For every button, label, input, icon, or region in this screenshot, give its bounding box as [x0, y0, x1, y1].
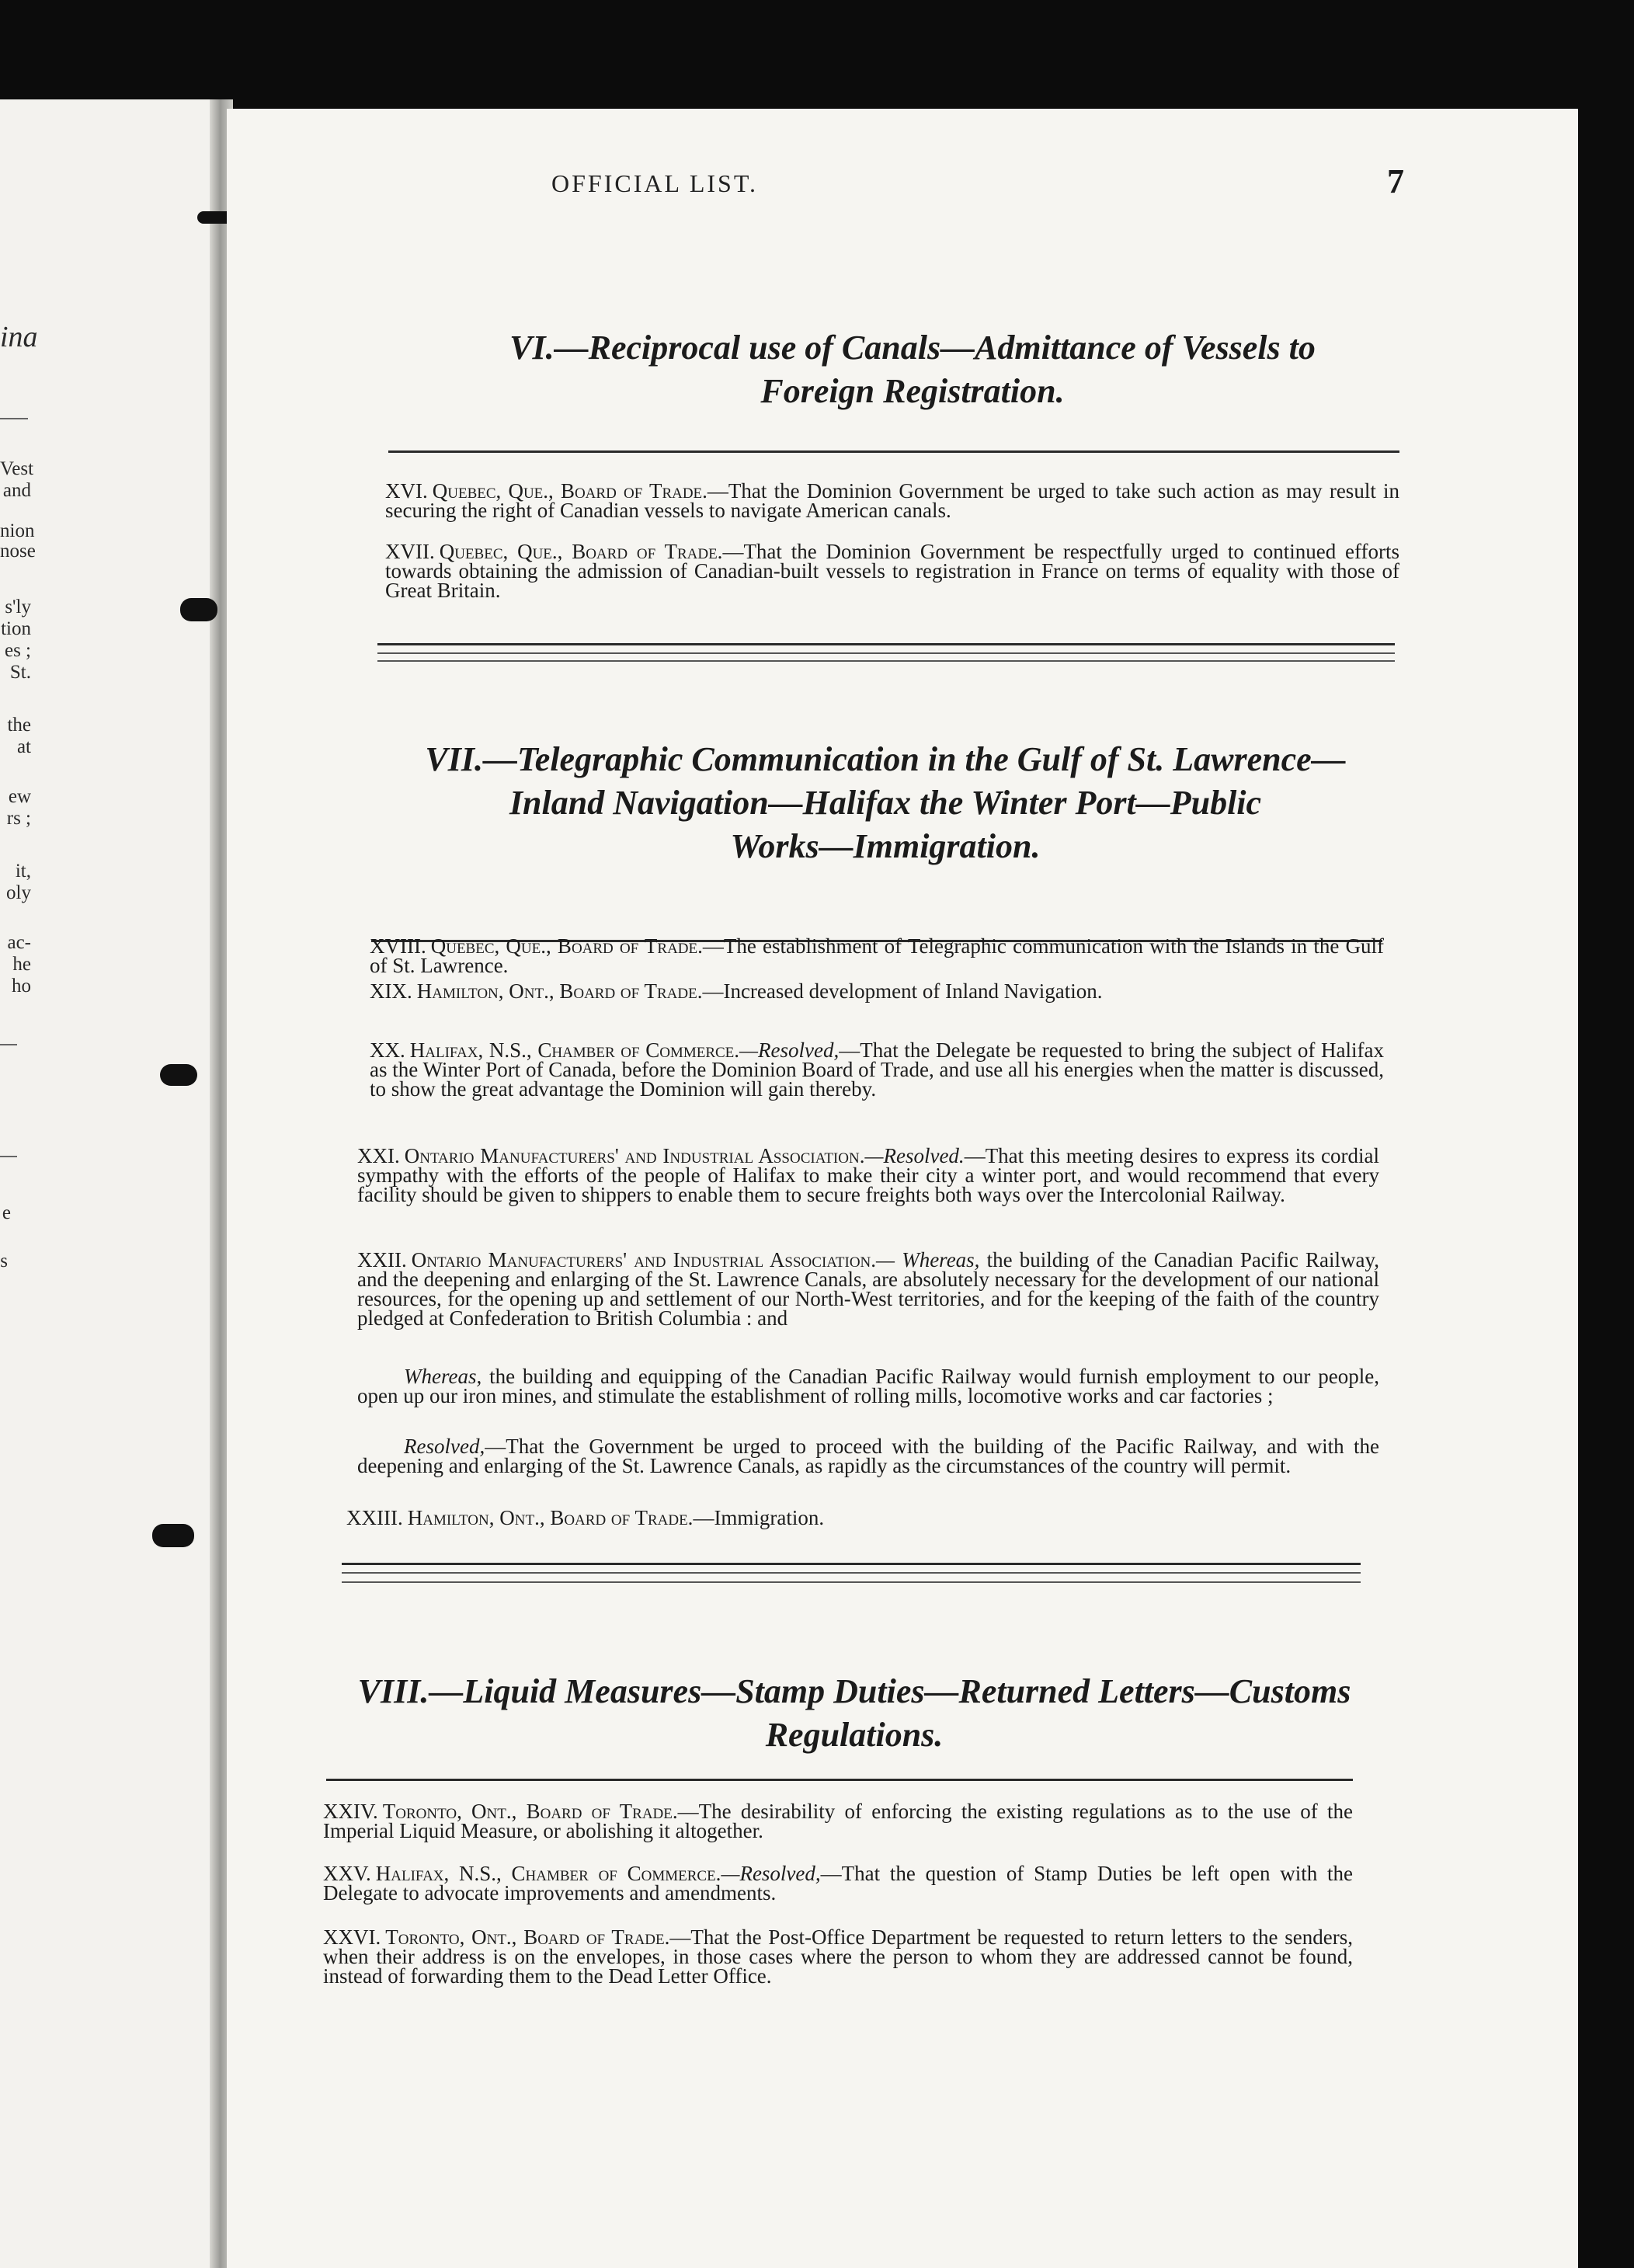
left-fragment: Vest — [0, 458, 34, 479]
entry-xx — [370, 1038, 1384, 1101]
entry-number: XXV. — [323, 1862, 371, 1885]
entry-number: XIX. — [370, 979, 412, 1003]
entry-text: —Increased development of Inland Navigation. — [702, 979, 1103, 1003]
left-fragment: ew — [8, 786, 31, 807]
section-heading-vi — [435, 326, 1390, 413]
entry-text: —Immigration. — [693, 1506, 825, 1529]
left-fragment: nion — [0, 520, 35, 541]
left-fragment: s'ly — [5, 597, 31, 617]
heading-line: Works—Immigration. — [730, 827, 1041, 865]
left-fragment: s — [0, 1251, 8, 1271]
left-fragment: it, — [15, 861, 31, 882]
left-fragment: oly — [6, 882, 31, 903]
entry-xix — [370, 979, 1384, 1003]
entry-xviii — [370, 934, 1385, 977]
left-rule — [0, 1156, 17, 1157]
entry-text: —That the Delegate be requested to bring the subject of Halifax as the Winter Port of Canada, before the Dominion Board of Trade, and use all his energies when the matter is discussed, to show the great advantage the Dominion will gain thereby. — [370, 1038, 1384, 1101]
entry-organization: Quebec, Que., Board of Trade. — [430, 934, 703, 958]
entry-number: XX. — [370, 1038, 405, 1062]
entry-xxii — [357, 1248, 1379, 1330]
entry-organization: Ontario Manufacturers' and Industrial Association. — [411, 1248, 877, 1271]
left-rule — [0, 418, 28, 419]
left-fragment: ac- — [7, 932, 31, 953]
entry-xxv — [323, 1864, 1353, 1903]
section-divider — [377, 643, 1395, 645]
section-heading-viii — [326, 1670, 1382, 1757]
section-divider — [377, 660, 1395, 662]
binding-clip — [180, 598, 217, 621]
entry-text: —That the Government be urged to proceed with the building of the Pacific Railway, and with the deepening and enlarging of the St. Lawrence Canals, as rapidly as the circumstances of the country will permit. — [357, 1435, 1379, 1477]
entry-text: the building and equipping of the Canadian Pacific Railway would furnish employment to our people, open up our iron mines, and stimulate the establishment of rolling mills, locomotive works and car factories ; — [357, 1365, 1379, 1407]
entry-text: —That the Post-Office Department be requested to return letters to the senders, when their address is on the envelopes, in those cases where the person to whom they are addressed cannot be found, instead of forwarding them to the Dead Letter Office. — [323, 1925, 1353, 1988]
entry-xxii-resolved — [357, 1437, 1379, 1476]
entry-number: XXI. — [357, 1144, 400, 1167]
entry-xvi — [385, 479, 1399, 522]
entry-xxiii — [346, 1508, 1368, 1528]
entry-resolved: — Whereas, — [876, 1248, 980, 1271]
heading-line: VII.—Telegraphic Communication in the Gulf of St. Lawrence— — [425, 740, 1346, 778]
entry-resolved: —Resolved. — [864, 1144, 965, 1167]
entry-xxii-whereas — [357, 1367, 1379, 1406]
left-fragment: e — [2, 1202, 11, 1223]
entry-organization: Toronto, Ont., Board of Trade. — [385, 1925, 670, 1949]
section-divider — [342, 1572, 1361, 1574]
heading-line: Inland Navigation—Halifax the Winter Port—Public — [509, 784, 1262, 822]
entry-number: XXIII. — [346, 1506, 403, 1529]
entry-text: —The desirability of enforcing the existing regulations as to the use of the Imperial Liquid Measure, or abolishing it altogether. — [323, 1800, 1353, 1842]
heading-line: Foreign Registration. — [760, 372, 1065, 410]
entry-resolved: Whereas, — [404, 1365, 482, 1388]
entry-text: —That this meeting desires to express its cordial sympathy with the efforts of the people of Halifax to make their city a winter port, and would recommend that every facility should be given to shippers to enable them to secure freights both ways over the Intercolonial Railway. — [357, 1144, 1379, 1206]
section-divider — [342, 1581, 1361, 1583]
left-rule — [0, 1044, 17, 1045]
section-heading-vii — [381, 738, 1390, 868]
entry-resolved: Resolved, — [404, 1435, 485, 1458]
left-page-fragment — [0, 99, 225, 2268]
entry-text: the building of the Canadian Pacific Railway, and the deepening and enlarging of the St. Lawrence Canals, are absolutely necessary for the development of our national resources, for the opening up and settlement of our North-West territories, and for the keeping of the faith of the country pledged at Confederation to British Columbia : and — [357, 1248, 1379, 1330]
section-divider — [342, 1563, 1361, 1565]
entry-xxiv — [323, 1802, 1353, 1841]
section-rule — [326, 1779, 1353, 1781]
left-fragment: he — [12, 954, 31, 975]
left-fragment: St. — [9, 662, 31, 683]
left-fragment: nose — [0, 541, 36, 562]
entry-resolved: —Resolved, — [721, 1862, 821, 1885]
entry-number: XXII. — [357, 1248, 407, 1271]
entry-organization: Toronto, Ont., Board of Trade. — [382, 1800, 678, 1823]
entry-xvii — [385, 542, 1399, 600]
left-fragment: at — [16, 736, 31, 757]
entry-text: —The establishment of Telegraphic communication with the Islands in the Gulf of St. Lawrence. — [370, 934, 1385, 977]
entry-text: —That the question of Stamp Duties be left open with the Delegate to advocate improvements and amendments. — [323, 1862, 1353, 1904]
entry-number: XVI. — [385, 479, 428, 503]
left-fragment: es ; — [4, 640, 31, 661]
entry-organization: Hamilton, Ont., Board of Trade. — [407, 1506, 694, 1529]
left-fragment: tion — [1, 618, 31, 639]
section-divider — [377, 652, 1395, 654]
entry-number: XVII. — [385, 540, 435, 563]
binding-clip — [152, 1524, 194, 1547]
entry-organization: Quebec, Que., Board of Trade. — [439, 540, 723, 563]
entry-organization: Quebec, Que., Board of Trade. — [432, 479, 707, 503]
left-heading-fragment: ina — [0, 321, 38, 353]
left-fragment: and — [2, 480, 31, 501]
entry-number: XXIV. — [323, 1800, 378, 1823]
left-fragment: the — [7, 715, 31, 736]
left-fragment: rs ; — [6, 808, 31, 829]
entry-xxi — [357, 1146, 1379, 1205]
entry-organization: Halifax, N.S., Chamber of Commerce. — [409, 1038, 740, 1062]
section-rule — [388, 450, 1399, 453]
heading-line: VI.—Reciprocal use of Canals—Admittance of Vessels to — [509, 329, 1316, 367]
entry-number: XXVI. — [323, 1925, 381, 1949]
entry-text: —That the Dominion Government be respectfully urged to continued efforts towards obtaining the admission of Canadian-built vessels to registration in France on terms of equality with those of Great Britain. — [385, 540, 1400, 602]
heading-line: VIII.—Liquid Measures—Stamp Duties—Returned Letters—Customs — [357, 1672, 1351, 1710]
entry-text: —That the Dominion Government be urged to take such action as may result in securing the right of Canadian vessels to navigate American canals. — [385, 479, 1399, 522]
page-number: 7 — [1387, 162, 1404, 200]
binding-clip — [160, 1064, 197, 1086]
heading-line: Regulations. — [765, 1716, 944, 1754]
running-head: OFFICIAL LIST. — [551, 169, 758, 197]
entry-number: XVIII. — [370, 934, 426, 958]
entry-organization: Halifax, N.S., Chamber of Commerce. — [375, 1862, 721, 1885]
entry-organization: Ontario Manufacturers' and Industrial Association. — [404, 1144, 865, 1167]
entry-organization: Hamilton, Ont., Board of Trade. — [416, 979, 703, 1003]
entry-xxvi — [323, 1925, 1353, 1988]
entry-resolved: —Resolved, — [739, 1038, 840, 1062]
left-fragment: ho — [12, 976, 31, 997]
